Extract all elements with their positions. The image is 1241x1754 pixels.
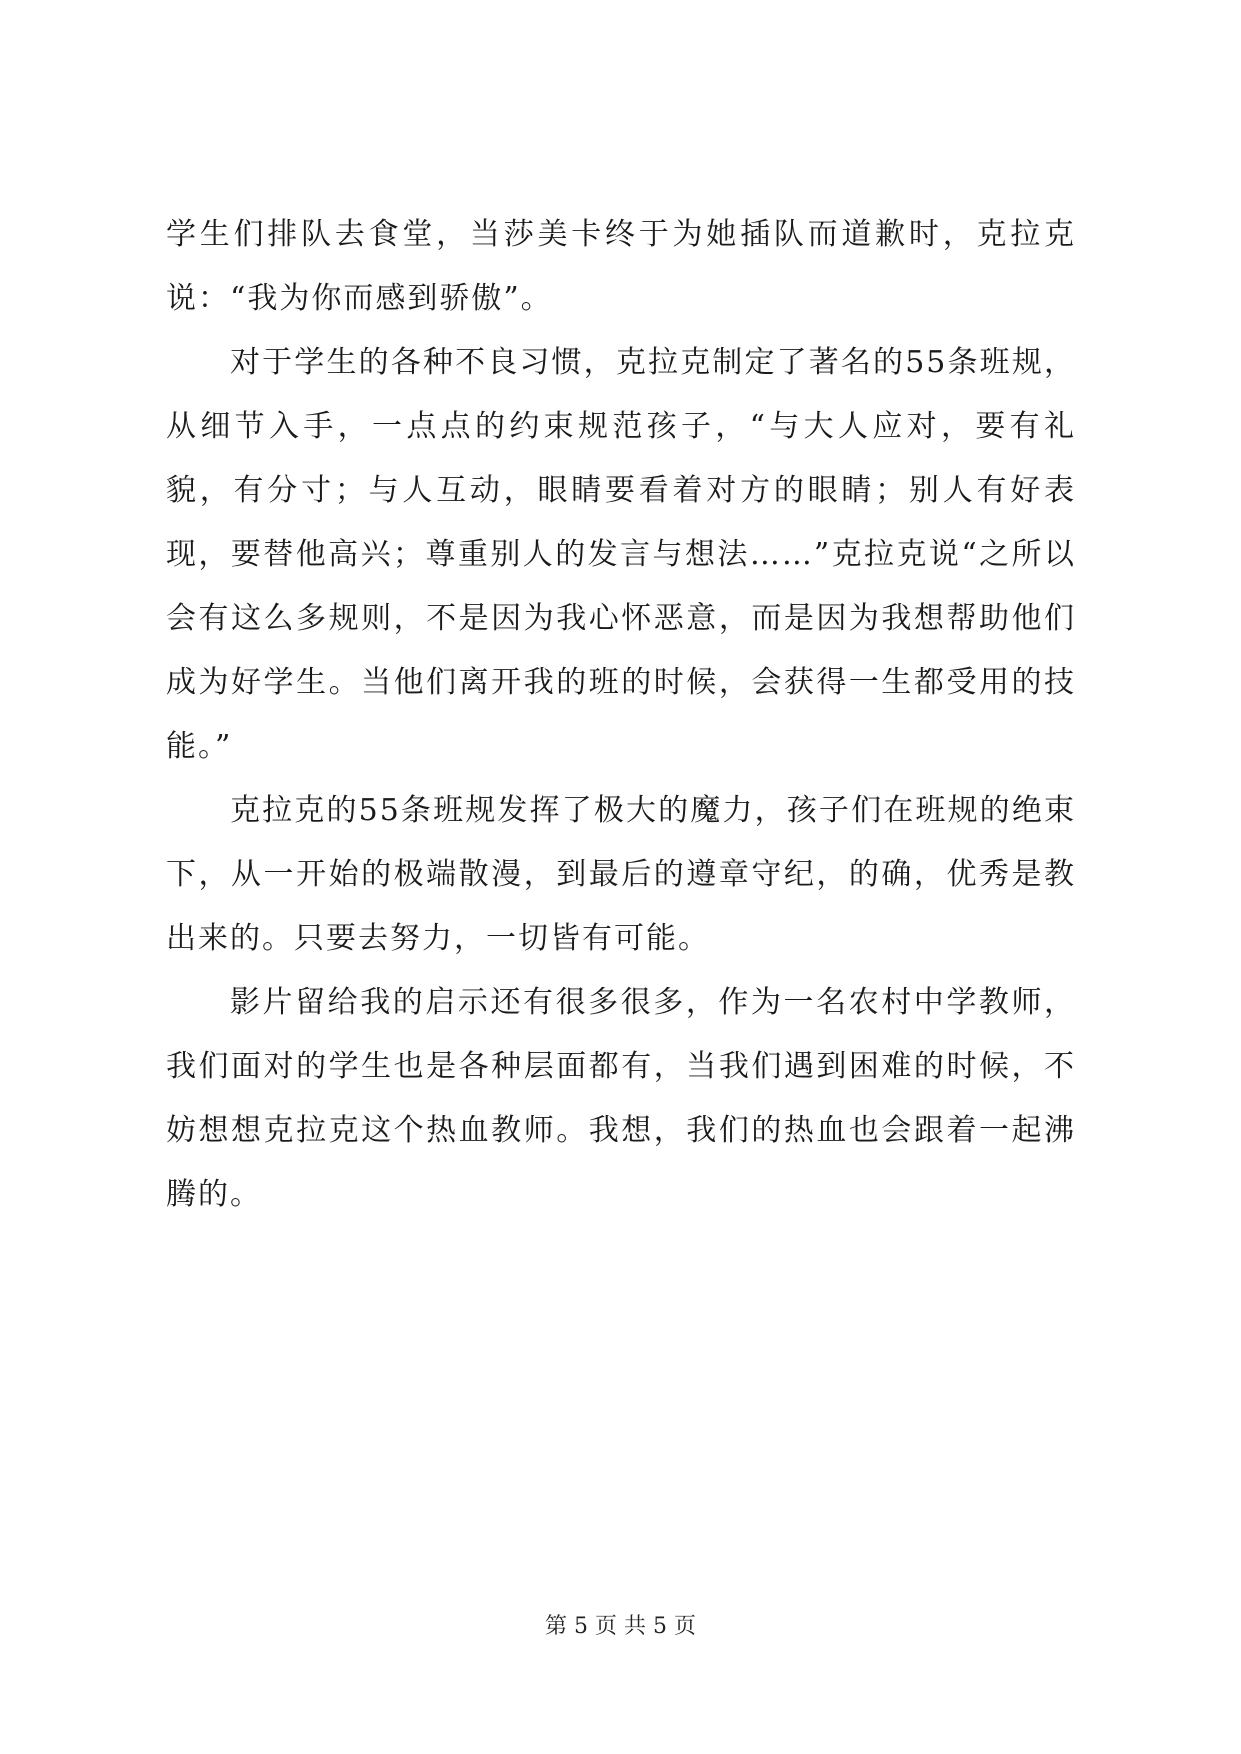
paragraph-rules-effect: 克拉克的55条班规发挥了极大的魔力，孩子们在班规的绝束下，从一开始的极端散漫，到最后的遵章守纪，的确，优秀是教出来的。只要去努力，一切皆有可能。 xyxy=(166,793,1076,956)
paragraph-class-rules: 对于学生的各种不良习惯，克拉克制定了著名的55条班规，从细节入手，一点点的约束规范孩子，“与大人应对，要有礼貌，有分寸；与人互动，眼睛要看着对方的眼睛；别人有好表现，要替他高兴；尊重别人的发言与想法……”克拉克说“之所以会有这么多规则，不是因为我心怀恶意，而是因为我想帮助他们成为好学生。当他们离开我的班的时候，会获得一生都受用的技能。” xyxy=(166,345,1076,764)
document-body xyxy=(166,203,1076,1227)
page-footer: 第 5 页 共 5 页 xyxy=(545,1614,696,1639)
paragraph-reflection: 影片留给我的启示还有很多很多，作为一名农村中学教师，我们面对的学生也是各种层面都有，当我们遇到困难的时候，不妨想想克拉克这个热血教师。我想，我们的热血也会跟着一起沸腾的。 xyxy=(166,985,1076,1212)
paragraph-continuation: 学生们排队去食堂，当莎美卡终于为她插队而道歉时，克拉克说：“我为你而感到骄傲”。 xyxy=(166,217,1076,316)
